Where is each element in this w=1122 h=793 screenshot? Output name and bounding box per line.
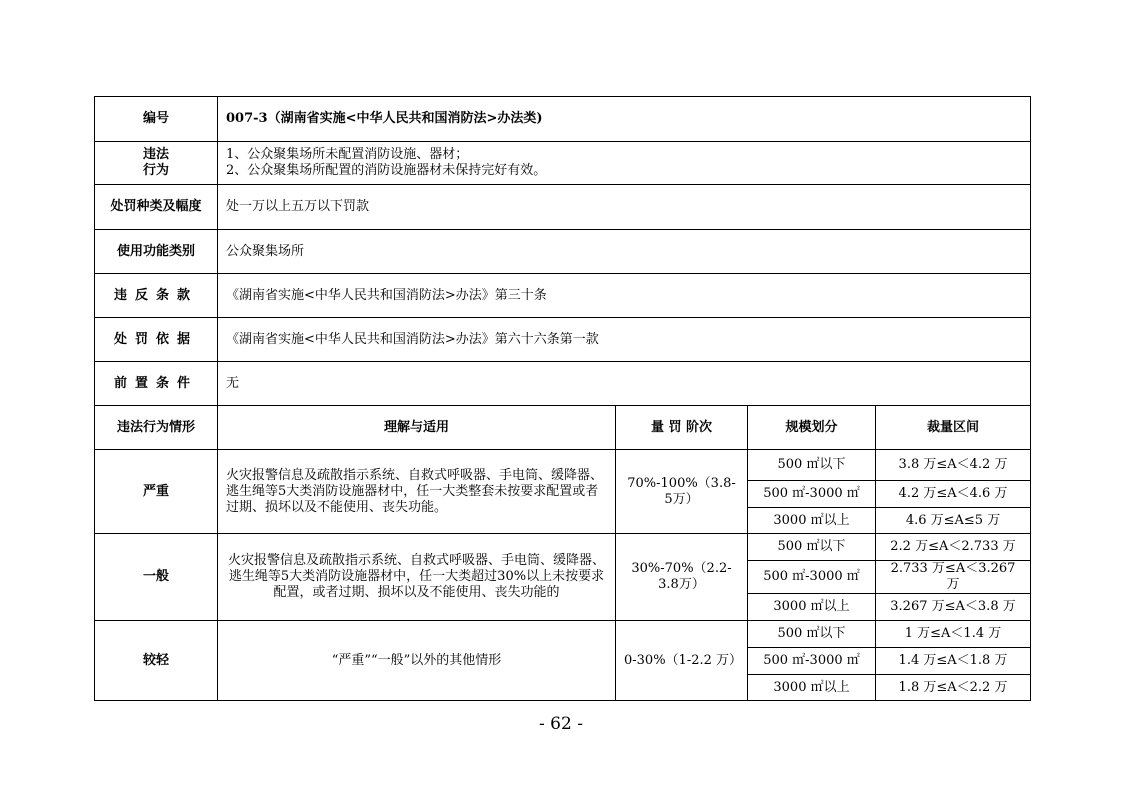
scale-cell: 500 ㎡以下: [748, 534, 876, 561]
value-id: 007-3（湖南省实施<中华人民共和国消防法>办法类): [218, 97, 1031, 142]
range-cell: 1 万≤A＜1.4 万: [876, 621, 1031, 648]
violation-line-1: 1、公众聚集场所未配置消防设施、器材；: [226, 147, 469, 162]
label-function-category: 使用功能类别: [95, 230, 218, 274]
scale-cell: 500 ㎡-3000 ㎡: [748, 481, 876, 508]
scale-cell: 500 ㎡-3000 ㎡: [748, 648, 876, 675]
row-penalty-type: [95, 185, 1031, 230]
label-penalty-type: 处罚种类及幅度: [95, 185, 218, 230]
range-cell: 1.8 万≤A＜2.2 万: [876, 675, 1031, 701]
scale-cell: 3000 ㎡以上: [748, 675, 876, 701]
grid-row-severe-tier-1: [95, 450, 1031, 481]
severity-minor: 较轻: [95, 621, 218, 701]
row-precondition: [95, 362, 1031, 406]
grid-row-minor-tier-1: [95, 621, 1031, 648]
label-id: 编号: [95, 97, 218, 142]
label-penalty-basis: 处罚依据: [95, 318, 218, 362]
range-cell: 2.733 万≤A＜3.267 万: [876, 561, 1031, 594]
severity-severe: 严重: [95, 450, 218, 534]
grid-header-row: [95, 406, 1031, 450]
value-violated-article: 《湖南省实施<中华人民共和国消防法>办法》第三十条: [218, 274, 1031, 318]
violation-line-2: 2、公众聚集场所配置的消防设施器材未保持完好有效。: [226, 163, 547, 178]
range-cell: 3.8 万≤A＜4.2 万: [876, 450, 1031, 481]
scale-cell: 500 ㎡以下: [748, 450, 876, 481]
row-penalty-basis: [95, 318, 1031, 362]
row-function-category: [95, 230, 1031, 274]
scale-cell: 3000 ㎡以上: [748, 594, 876, 621]
value-penalty-type: 处一万以上五万以下罚款: [218, 185, 1031, 230]
label-violated-article: 违反条款: [95, 274, 218, 318]
level-general: 30%-70%（2.2-3.8万）: [616, 534, 748, 621]
value-precondition: 无: [218, 362, 1031, 406]
scale-cell: 3000 ㎡以上: [748, 508, 876, 534]
value-penalty-basis: 《湖南省实施<中华人民共和国消防法>办法》第六十六条第一款: [218, 318, 1031, 362]
header-understanding: 理解与适用: [218, 406, 616, 450]
level-minor: 0-30%（1-2.2 万）: [616, 621, 748, 701]
label-violation-line2: 行为: [142, 163, 169, 178]
severity-general: 一般: [95, 534, 218, 621]
range-cell: 2.2 万≤A＜2.733 万: [876, 534, 1031, 561]
range-cell: 1.4 万≤A＜1.8 万: [876, 648, 1031, 675]
value-violation: [218, 142, 1031, 185]
row-id: [95, 97, 1031, 142]
scale-cell: 500 ㎡以下: [748, 621, 876, 648]
level-severe: 70%-100%（3.8-5万）: [616, 450, 748, 534]
header-penalty-level: 量 罚 阶次: [616, 406, 748, 450]
label-precondition: 前置条件: [95, 362, 218, 406]
range-cell: 4.6 万≤A≤5 万: [876, 508, 1031, 534]
grid-row-general-tier-1: [95, 534, 1031, 561]
understanding-general: 火灾报警信息及疏散指示系统、自救式呼吸器、手电筒、缓降器、逃生绳等5大类消防设施器材中，任一大类超过30%以上未按要求配置，或者过期、损坏以及不能使用、丧失功能的: [218, 534, 616, 621]
penalty-standard-table: [94, 96, 1031, 701]
row-violated-article: [95, 274, 1031, 318]
header-scale: 规模划分: [748, 406, 876, 450]
range-cell: 4.2 万≤A＜4.6 万: [876, 481, 1031, 508]
understanding-minor: “严重”“一般”以外的其他情形: [218, 621, 616, 701]
label-violation: [95, 142, 218, 185]
scale-cell: 500 ㎡-3000 ㎡: [748, 561, 876, 594]
label-violation-line1: 违法: [142, 147, 169, 162]
header-range: 裁量区间: [876, 406, 1031, 450]
understanding-severe: 火灾报警信息及疏散指示系统、自救式呼吸器、手电筒、缓降器、逃生绳等5大类消防设施器材中，任一大类整套未按要求配置或者过期、损坏以及不能使用、丧失功能。: [218, 450, 616, 534]
value-function-category: 公众聚集场所: [218, 230, 1031, 274]
row-violation: [95, 142, 1031, 185]
page-number: - 62 -: [539, 714, 583, 734]
header-situation: 违法行为情形: [95, 406, 218, 450]
range-cell: 3.267 万≤A＜3.8 万: [876, 594, 1031, 621]
